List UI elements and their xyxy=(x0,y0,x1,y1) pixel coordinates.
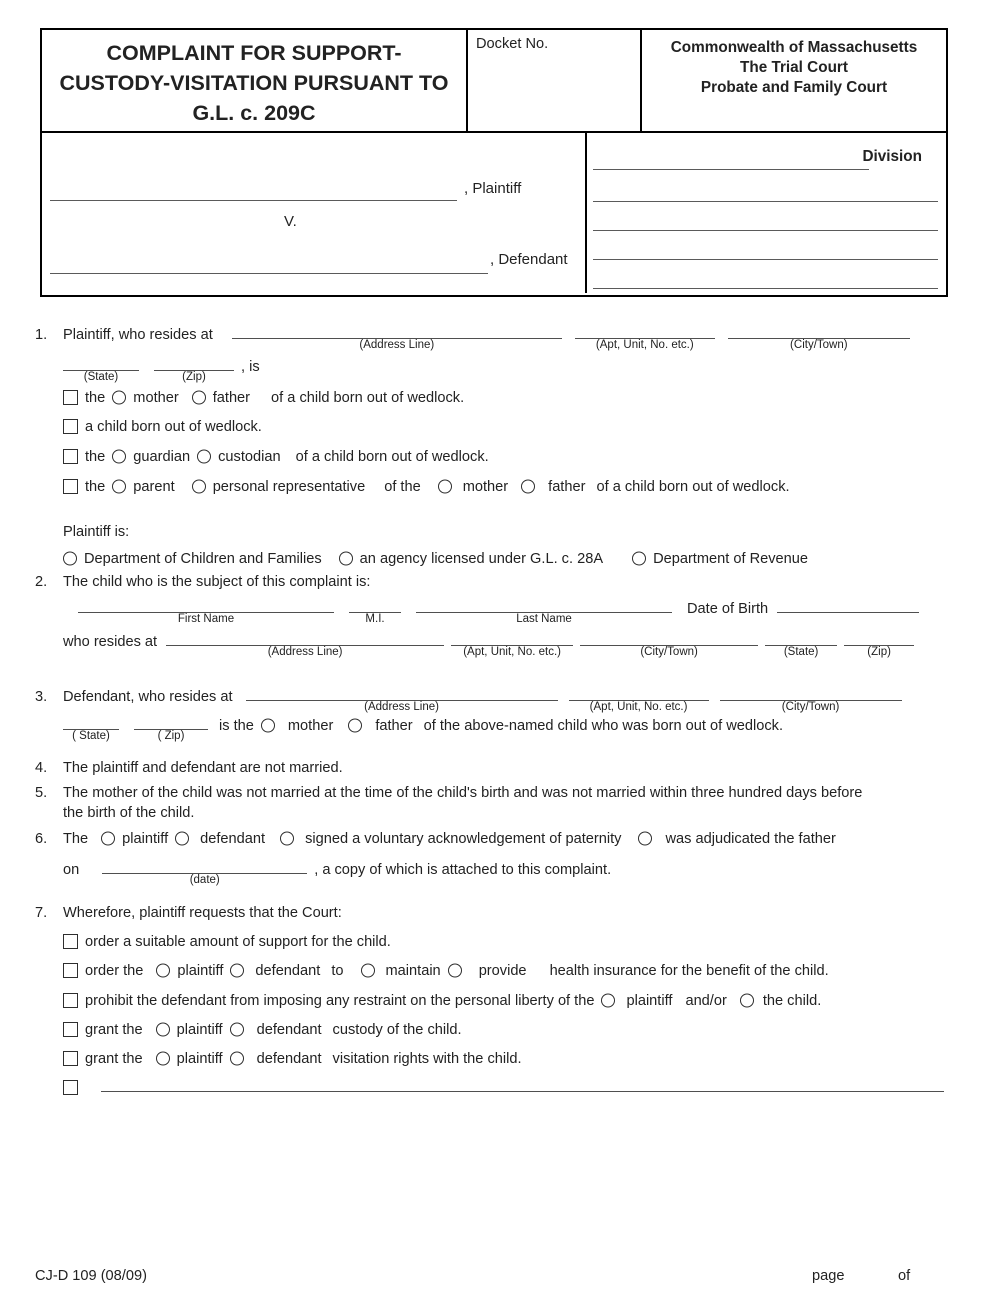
form-title-line3: G.L. c. 209C xyxy=(192,101,316,125)
field-child-last-name[interactable] xyxy=(416,599,672,625)
form-text: custodian xyxy=(218,449,281,465)
form-text: the xyxy=(85,390,106,406)
radio-defendant-mother[interactable] xyxy=(261,719,275,733)
spacer xyxy=(372,490,384,491)
section7-intro xyxy=(35,905,349,921)
form-text: to xyxy=(331,963,344,979)
section1-option-guardian xyxy=(63,446,496,465)
form-text: health insurance for the benefit of the child. xyxy=(549,963,829,979)
radio-visitation-plaintiff[interactable] xyxy=(156,1052,170,1066)
form-text: was adjudicated the father xyxy=(665,831,836,847)
division-name-line[interactable] xyxy=(593,169,869,170)
field-acknowledgement-date[interactable] xyxy=(102,860,307,886)
docket-number-field[interactable] xyxy=(468,30,642,131)
form-text: , a copy of which is attached to this complaint. xyxy=(314,862,612,878)
section4-not-married xyxy=(35,760,350,776)
field-defendant-apt[interactable] xyxy=(569,687,709,713)
item-number: 4. xyxy=(35,760,48,776)
case-caption-cell xyxy=(42,133,587,293)
field-defendant-city[interactable] xyxy=(720,687,902,713)
spacer xyxy=(85,1091,101,1092)
section1-intro xyxy=(35,325,917,351)
header-blank-line-4[interactable] xyxy=(593,288,938,289)
spacer xyxy=(340,729,348,730)
form-text: visitation rights with the child. xyxy=(332,1051,522,1067)
spacer xyxy=(150,1062,156,1063)
section3-intro xyxy=(35,687,909,713)
field-label: (State) xyxy=(783,646,819,658)
field-plaintiff-city[interactable] xyxy=(728,325,910,351)
field-label: First Name xyxy=(177,613,235,625)
checkbox-parent-representative[interactable] xyxy=(63,479,78,494)
form-text: father xyxy=(375,718,413,734)
court-name-block xyxy=(642,30,946,131)
radio-guardian[interactable] xyxy=(112,450,126,464)
plaintiff-name-line[interactable] xyxy=(50,200,457,201)
spacer xyxy=(272,842,280,843)
spacer xyxy=(288,460,296,461)
item-number: 7. xyxy=(35,905,48,921)
defendant-label: , Defendant xyxy=(490,251,568,268)
item-number: 6. xyxy=(35,831,48,847)
radio-dept-children-families[interactable] xyxy=(63,552,77,566)
section1-option-personal-rep xyxy=(63,476,797,495)
field-label: M.I. xyxy=(365,613,385,625)
form-text: order the xyxy=(85,963,144,979)
spacer xyxy=(186,401,192,402)
form-text: signed a voluntary acknowledgement of paternity xyxy=(305,831,622,847)
form-text: grant the xyxy=(85,1051,143,1067)
form-text: Wherefore, plaintiff requests that the Court: xyxy=(63,905,342,921)
form-text: of the above-named child who was born out of wedlock. xyxy=(423,718,784,734)
field-child-zip[interactable] xyxy=(844,632,914,658)
radio-insurance-provide[interactable] xyxy=(448,964,462,978)
radio-dept-revenue[interactable] xyxy=(632,552,646,566)
plaintiff-label: , Plaintiff xyxy=(464,180,522,197)
field-label: (City/Town) xyxy=(640,646,698,658)
section2-child-residence xyxy=(63,632,921,658)
form-text: father xyxy=(212,390,251,406)
checkbox-the-mother-father[interactable] xyxy=(63,390,78,405)
form-title-line2: CUSTODY-VISITATION PURSUANT TO xyxy=(59,71,449,95)
field-label: (date) xyxy=(189,874,220,886)
field-child-first-name[interactable] xyxy=(78,599,334,625)
form-text: provide xyxy=(478,963,527,979)
division-label: Division xyxy=(862,148,922,165)
spacer xyxy=(95,842,101,843)
form-text: order a suitable amount of support for the child. xyxy=(85,934,391,950)
section1-agency-options xyxy=(63,549,815,567)
form-text: and/or xyxy=(685,993,727,1009)
item-number: 5. xyxy=(35,785,48,801)
form-text: plaintiff xyxy=(176,1051,223,1067)
form-text: maintain xyxy=(385,963,441,979)
checkbox-guardian-custodian[interactable] xyxy=(63,449,78,464)
radio-custody-defendant[interactable] xyxy=(230,1023,244,1037)
form-text: plaintiff xyxy=(122,831,169,847)
spacer xyxy=(679,612,687,613)
form-text: The mother of the child was not married at the time of the child's birth and was not married within three hundred days before xyxy=(63,785,863,801)
section2-child-name xyxy=(78,599,926,625)
radio-s6-plaintiff[interactable] xyxy=(101,832,115,846)
form-text: The child who is the subject of this complaint is: xyxy=(63,574,371,590)
radio-visitation-defendant[interactable] xyxy=(230,1052,244,1066)
radio-restraint-plaintiff[interactable] xyxy=(601,994,615,1008)
court-line2: The Trial Court xyxy=(740,59,848,76)
form-text: Plaintiff is: xyxy=(63,524,130,540)
form-text: of a child born out of wedlock. xyxy=(295,449,489,465)
section1-plaintiff-is xyxy=(63,524,136,540)
field-plaintiff-zip[interactable] xyxy=(154,357,234,383)
header-blank-line-3[interactable] xyxy=(593,259,938,260)
field-label: (Apt, Unit, No. etc.) xyxy=(589,701,688,713)
item-number: 2. xyxy=(35,574,48,590)
form-text: a child born out of wedlock. xyxy=(85,419,262,435)
form-text: , is xyxy=(241,359,260,375)
item-number: 1. xyxy=(35,327,48,343)
field-label: (Apt, Unit, No. etc.) xyxy=(595,339,694,351)
field-plaintiff-apt[interactable] xyxy=(575,325,715,351)
spacer xyxy=(150,1033,156,1034)
field-child-date-of-birth[interactable] xyxy=(777,599,919,613)
page-of-label: of xyxy=(898,1268,911,1284)
form-text: who resides at xyxy=(63,634,158,650)
field-defendant-address[interactable] xyxy=(246,687,558,713)
radio-insurance-maintain[interactable] xyxy=(361,964,375,978)
radio-parent[interactable] xyxy=(112,480,126,494)
form-title-line1: COMPLAINT FOR SUPPORT- xyxy=(106,41,402,65)
radio-rep-mother[interactable] xyxy=(438,480,452,494)
spacer xyxy=(86,873,102,874)
spacer xyxy=(351,974,361,975)
form-text: defendant xyxy=(255,963,321,979)
checkbox-order-health-insurance[interactable] xyxy=(63,963,78,978)
field-label: ( Zip) xyxy=(157,730,185,742)
spacer xyxy=(734,1004,740,1005)
field-label: (Address Line) xyxy=(364,701,439,713)
spacer xyxy=(146,370,154,371)
radio-s6-signed-acknowledgement[interactable] xyxy=(280,832,294,846)
form-text: mother xyxy=(133,390,179,406)
section7-order-support xyxy=(63,931,398,950)
spacer xyxy=(126,729,134,730)
form-text: Defendant, who resides at xyxy=(63,689,233,705)
radio-rep-father[interactable] xyxy=(521,480,535,494)
field-child-middle-initial[interactable] xyxy=(349,599,401,625)
form-text: mother xyxy=(287,718,334,734)
form-text: parent xyxy=(133,479,175,495)
field-plaintiff-address[interactable] xyxy=(232,325,562,351)
field-label: ( State) xyxy=(72,730,110,742)
field-defendant-zip[interactable] xyxy=(134,716,208,742)
form-text: Department of Children and Families xyxy=(84,551,322,567)
header-blank-line-1[interactable] xyxy=(593,201,938,202)
radio-father[interactable] xyxy=(192,391,206,405)
form-text: of the xyxy=(384,479,421,495)
checkbox-grant-custody[interactable] xyxy=(63,1022,78,1037)
section7-health-insurance xyxy=(63,960,836,979)
radio-restraint-child[interactable] xyxy=(740,994,754,1008)
spacer xyxy=(428,490,438,491)
form-text: Date of Birth xyxy=(687,601,769,617)
form-text: the xyxy=(85,449,106,465)
form-text: an agency licensed under G.L. c. 28A xyxy=(359,551,604,567)
field-child-apt[interactable] xyxy=(451,632,573,658)
form-text: The plaintiff and defendant are not married. xyxy=(63,760,343,776)
form-text: plaintiff xyxy=(626,993,673,1009)
section5-mother-not-married xyxy=(35,785,869,801)
radio-insurance-defendant[interactable] xyxy=(230,964,244,978)
field-other-request[interactable] xyxy=(101,1078,944,1092)
checkbox-a-child[interactable] xyxy=(63,419,78,434)
form-text: Plaintiff, who resides at xyxy=(63,327,213,343)
form-text: the xyxy=(85,479,106,495)
section6-date xyxy=(63,860,618,886)
court-line3: Probate and Family Court xyxy=(700,79,888,96)
defendant-name-line[interactable] xyxy=(50,273,488,274)
form-text: defendant xyxy=(256,1022,322,1038)
form-text: of a child born out of wedlock. xyxy=(271,390,465,406)
field-defendant-state[interactable] xyxy=(63,716,119,742)
spacer xyxy=(408,612,416,613)
spacer xyxy=(610,562,632,563)
form-text: prohibit the defendant from imposing any restraint on the personal liberty of the xyxy=(85,993,595,1009)
form-text: custody of the child. xyxy=(332,1022,462,1038)
field-child-city[interactable] xyxy=(580,632,758,658)
spacer xyxy=(341,612,349,613)
spacer xyxy=(220,338,232,339)
checkbox-prohibit-restraint[interactable] xyxy=(63,993,78,1008)
form-text: defendant xyxy=(256,1051,322,1067)
form-text: is the xyxy=(219,718,254,734)
form-text: plaintiff xyxy=(177,963,224,979)
radio-s6-adjudicated[interactable] xyxy=(638,832,652,846)
header-caption-row xyxy=(42,133,946,293)
spacer xyxy=(515,490,521,491)
field-label: (Address Line) xyxy=(267,646,343,658)
spacer xyxy=(329,562,339,563)
item-number: 3. xyxy=(35,689,48,705)
field-label: (Address Line) xyxy=(359,339,435,351)
field-label: (Zip) xyxy=(867,646,891,658)
spacer xyxy=(534,974,550,975)
field-child-address[interactable] xyxy=(166,632,444,658)
radio-licensed-agency[interactable] xyxy=(339,552,353,566)
docket-label: Docket No. xyxy=(476,36,549,52)
section5-continued xyxy=(63,805,201,821)
spacer xyxy=(150,974,156,975)
radio-insurance-plaintiff[interactable] xyxy=(156,964,170,978)
field-label: (City/Town) xyxy=(781,701,840,713)
spacer xyxy=(257,401,271,402)
checkbox-order-support[interactable] xyxy=(63,934,78,949)
form-header-table xyxy=(40,28,948,297)
form-text: grant the xyxy=(85,1022,143,1038)
spacer xyxy=(469,974,479,975)
field-child-state[interactable] xyxy=(765,632,837,658)
section1-state-zip xyxy=(63,357,267,383)
section7-custody xyxy=(63,1019,469,1038)
field-plaintiff-state[interactable] xyxy=(63,357,139,383)
form-text: mother xyxy=(462,479,509,495)
section2-intro xyxy=(35,574,377,590)
division-cell xyxy=(587,133,946,293)
field-label: (Zip) xyxy=(182,371,206,383)
form-text: The xyxy=(63,831,89,847)
section1-option-child xyxy=(63,416,269,435)
radio-personal-representative[interactable] xyxy=(192,480,206,494)
form-title xyxy=(42,30,468,131)
section6-paternity xyxy=(35,829,843,847)
field-label: Last Name xyxy=(516,613,572,625)
spacer xyxy=(182,490,192,491)
form-text: of a child born out of wedlock. xyxy=(596,479,790,495)
radio-s6-defendant[interactable] xyxy=(175,832,189,846)
form-text: personal representative xyxy=(212,479,366,495)
form-text: defendant xyxy=(200,831,266,847)
form-text: plaintiff xyxy=(176,1022,223,1038)
form-text: the child. xyxy=(762,993,822,1009)
radio-custody-plaintiff[interactable] xyxy=(156,1023,170,1037)
section1-option-mother-father xyxy=(63,387,471,406)
radio-defendant-father[interactable] xyxy=(348,719,362,733)
section7-visitation xyxy=(63,1048,529,1067)
court-line1: Commonwealth of Massachusetts xyxy=(670,39,918,56)
versus-label: V. xyxy=(284,213,297,230)
section7-restraint xyxy=(63,990,828,1009)
field-label: (State) xyxy=(83,371,119,383)
header-blank-line-2[interactable] xyxy=(593,230,938,231)
radio-mother[interactable] xyxy=(112,391,126,405)
page-label: page xyxy=(812,1268,845,1284)
field-label: (Apt, Unit, No. etc.) xyxy=(463,646,561,658)
section7-other-request xyxy=(63,1077,951,1092)
form-text: the birth of the child. xyxy=(63,805,195,821)
field-label: (City/Town) xyxy=(790,339,848,351)
form-number: CJ-D 109 (08/09) xyxy=(35,1268,147,1284)
spacer xyxy=(628,842,638,843)
form-text: on xyxy=(63,862,80,878)
header-top-row xyxy=(42,30,946,133)
radio-custodian[interactable] xyxy=(197,450,211,464)
checkbox-other-request[interactable] xyxy=(63,1080,78,1095)
form-text: guardian xyxy=(133,449,191,465)
form-text: father xyxy=(548,479,586,495)
checkbox-grant-visitation[interactable] xyxy=(63,1051,78,1066)
form-text: Department of Revenue xyxy=(653,551,809,567)
section3-state-zip xyxy=(63,716,790,742)
